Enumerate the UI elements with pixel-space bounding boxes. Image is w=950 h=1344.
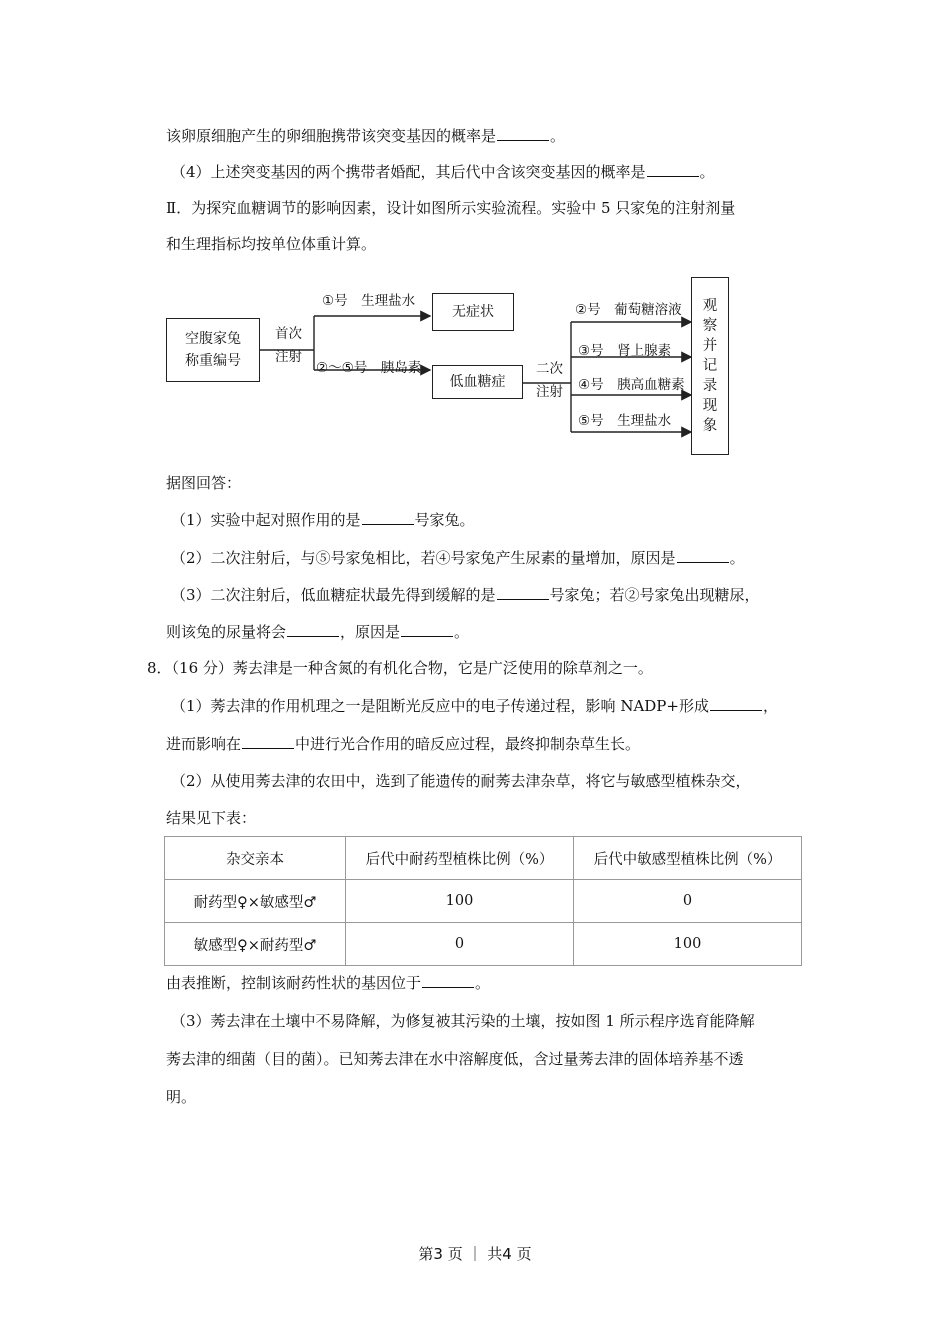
paragraph-line: Ⅱ．为探究血糖调节的影响因素，设计如图所示实验流程。实验中 5 只家兔的注射剂量 xyxy=(166,199,736,217)
table-cell: 0 xyxy=(574,880,802,923)
question-line: （1）莠去津的作用机理之一是阻断光反应中的电子传递过程，影响 NADP+形成 ， xyxy=(171,697,778,715)
question-line: （4）上述突变基因的两个携带者婚配，其后代中含该突变基因的概率是 。 xyxy=(171,163,715,181)
branch-1-label: ①号 生理盐水 xyxy=(322,293,416,309)
answer-blank[interactable] xyxy=(497,125,549,141)
answer-blank[interactable] xyxy=(647,161,699,177)
question-line: （3）莠去津在土壤中不易降解，为修复被其污染的土壤，按如图 1 所示程序选育能降解 xyxy=(171,1012,755,1030)
answer-blank[interactable] xyxy=(242,733,294,749)
start-box: 空腹家兔 称重编号 xyxy=(166,318,260,382)
branch-2-label: ②～⑤号 胰岛素 xyxy=(316,360,422,376)
answer-blank[interactable] xyxy=(710,695,762,711)
question-line: 则该兔的尿量将会 ，原因是 。 xyxy=(166,623,470,641)
first-injection-label: 首次 注射 xyxy=(275,326,302,365)
question-line: （2）二次注射后，与⑤号家兔相比，若④号家兔产生尿素的量增加，原因是 。 xyxy=(171,549,745,567)
answer-blank[interactable] xyxy=(497,584,549,600)
table-cell: 100 xyxy=(346,880,574,923)
paragraph-line: 明。 xyxy=(166,1088,197,1106)
paragraph-line: 莠去津的细菌（目的菌）。已知莠去津在水中溶解度低，含过量莠去津的固体培养基不透 xyxy=(166,1050,744,1068)
answer-intro: 据图回答： xyxy=(166,474,242,492)
table-cell: 0 xyxy=(346,923,574,966)
diagram-arrows xyxy=(0,0,950,470)
no-symptom-box: 无症状 xyxy=(432,293,514,331)
answer-blank[interactable] xyxy=(677,547,729,563)
observe-record-box: 观 察 并 记 录 现 象 xyxy=(691,277,729,455)
paragraph-line: 结果见下表： xyxy=(166,809,257,827)
question-line: 进而影响在 中进行光合作用的暗反应过程，最终抑制杂草生长。 xyxy=(166,735,641,753)
table-header-row xyxy=(165,837,802,880)
experiment-flow-diagram xyxy=(0,0,950,470)
second-injection-label: 二次 注射 xyxy=(536,361,563,400)
paragraph-line: 和生理指标均按单位体重计算。 xyxy=(166,235,377,253)
answer-blank[interactable] xyxy=(422,972,474,988)
table-row xyxy=(165,880,802,923)
paragraph-line: 该卵原细胞产生的卵细胞携带该突变基因的概率是 。 xyxy=(166,127,566,145)
question-line: （2）从使用莠去津的农田中，选到了能遗传的耐莠去津杂草，将它与敏感型植株杂交， xyxy=(171,772,751,790)
table-header-cell: 后代中敏感型植株比例（%） xyxy=(574,837,802,880)
sub-label-2: ②号 葡萄糖溶液 xyxy=(575,302,682,318)
section-8-title: 8．（16 分）莠去津是一种含氮的有机化合物，它是广泛使用的除草剂之一。 xyxy=(147,659,653,677)
table-cell: 耐药型♀×敏感型♂ xyxy=(165,880,346,923)
question-line: （1）实验中起对照作用的是 号家兔。 xyxy=(171,511,475,529)
page-footer: 第3 页 ｜ 共4 页 xyxy=(418,1245,532,1263)
table-header-cell: 杂交亲本 xyxy=(165,837,346,880)
hypoglycemia-box: 低血糖症 xyxy=(432,365,523,399)
results-table xyxy=(164,836,802,966)
answer-blank[interactable] xyxy=(287,621,339,637)
answer-blank[interactable] xyxy=(401,621,453,637)
table-row xyxy=(165,923,802,966)
question-line: （3）二次注射后，低血糖症状最先得到缓解的是 号家兔；若②号家兔出现糖尿， xyxy=(171,586,760,604)
table-header-cell: 后代中耐药型植株比例（%） xyxy=(346,837,574,880)
table-cell: 敏感型♀×耐药型♂ xyxy=(165,923,346,966)
sub-label-3: ③号 肾上腺素 xyxy=(578,343,672,359)
paragraph-line: 由表推断，控制该耐药性状的基因位于 。 xyxy=(166,974,491,992)
sub-label-4: ④号 胰高血糖素 xyxy=(578,377,685,393)
sub-label-5: ⑤号 生理盐水 xyxy=(578,413,672,429)
table-cell: 100 xyxy=(574,923,802,966)
answer-blank[interactable] xyxy=(362,509,414,525)
